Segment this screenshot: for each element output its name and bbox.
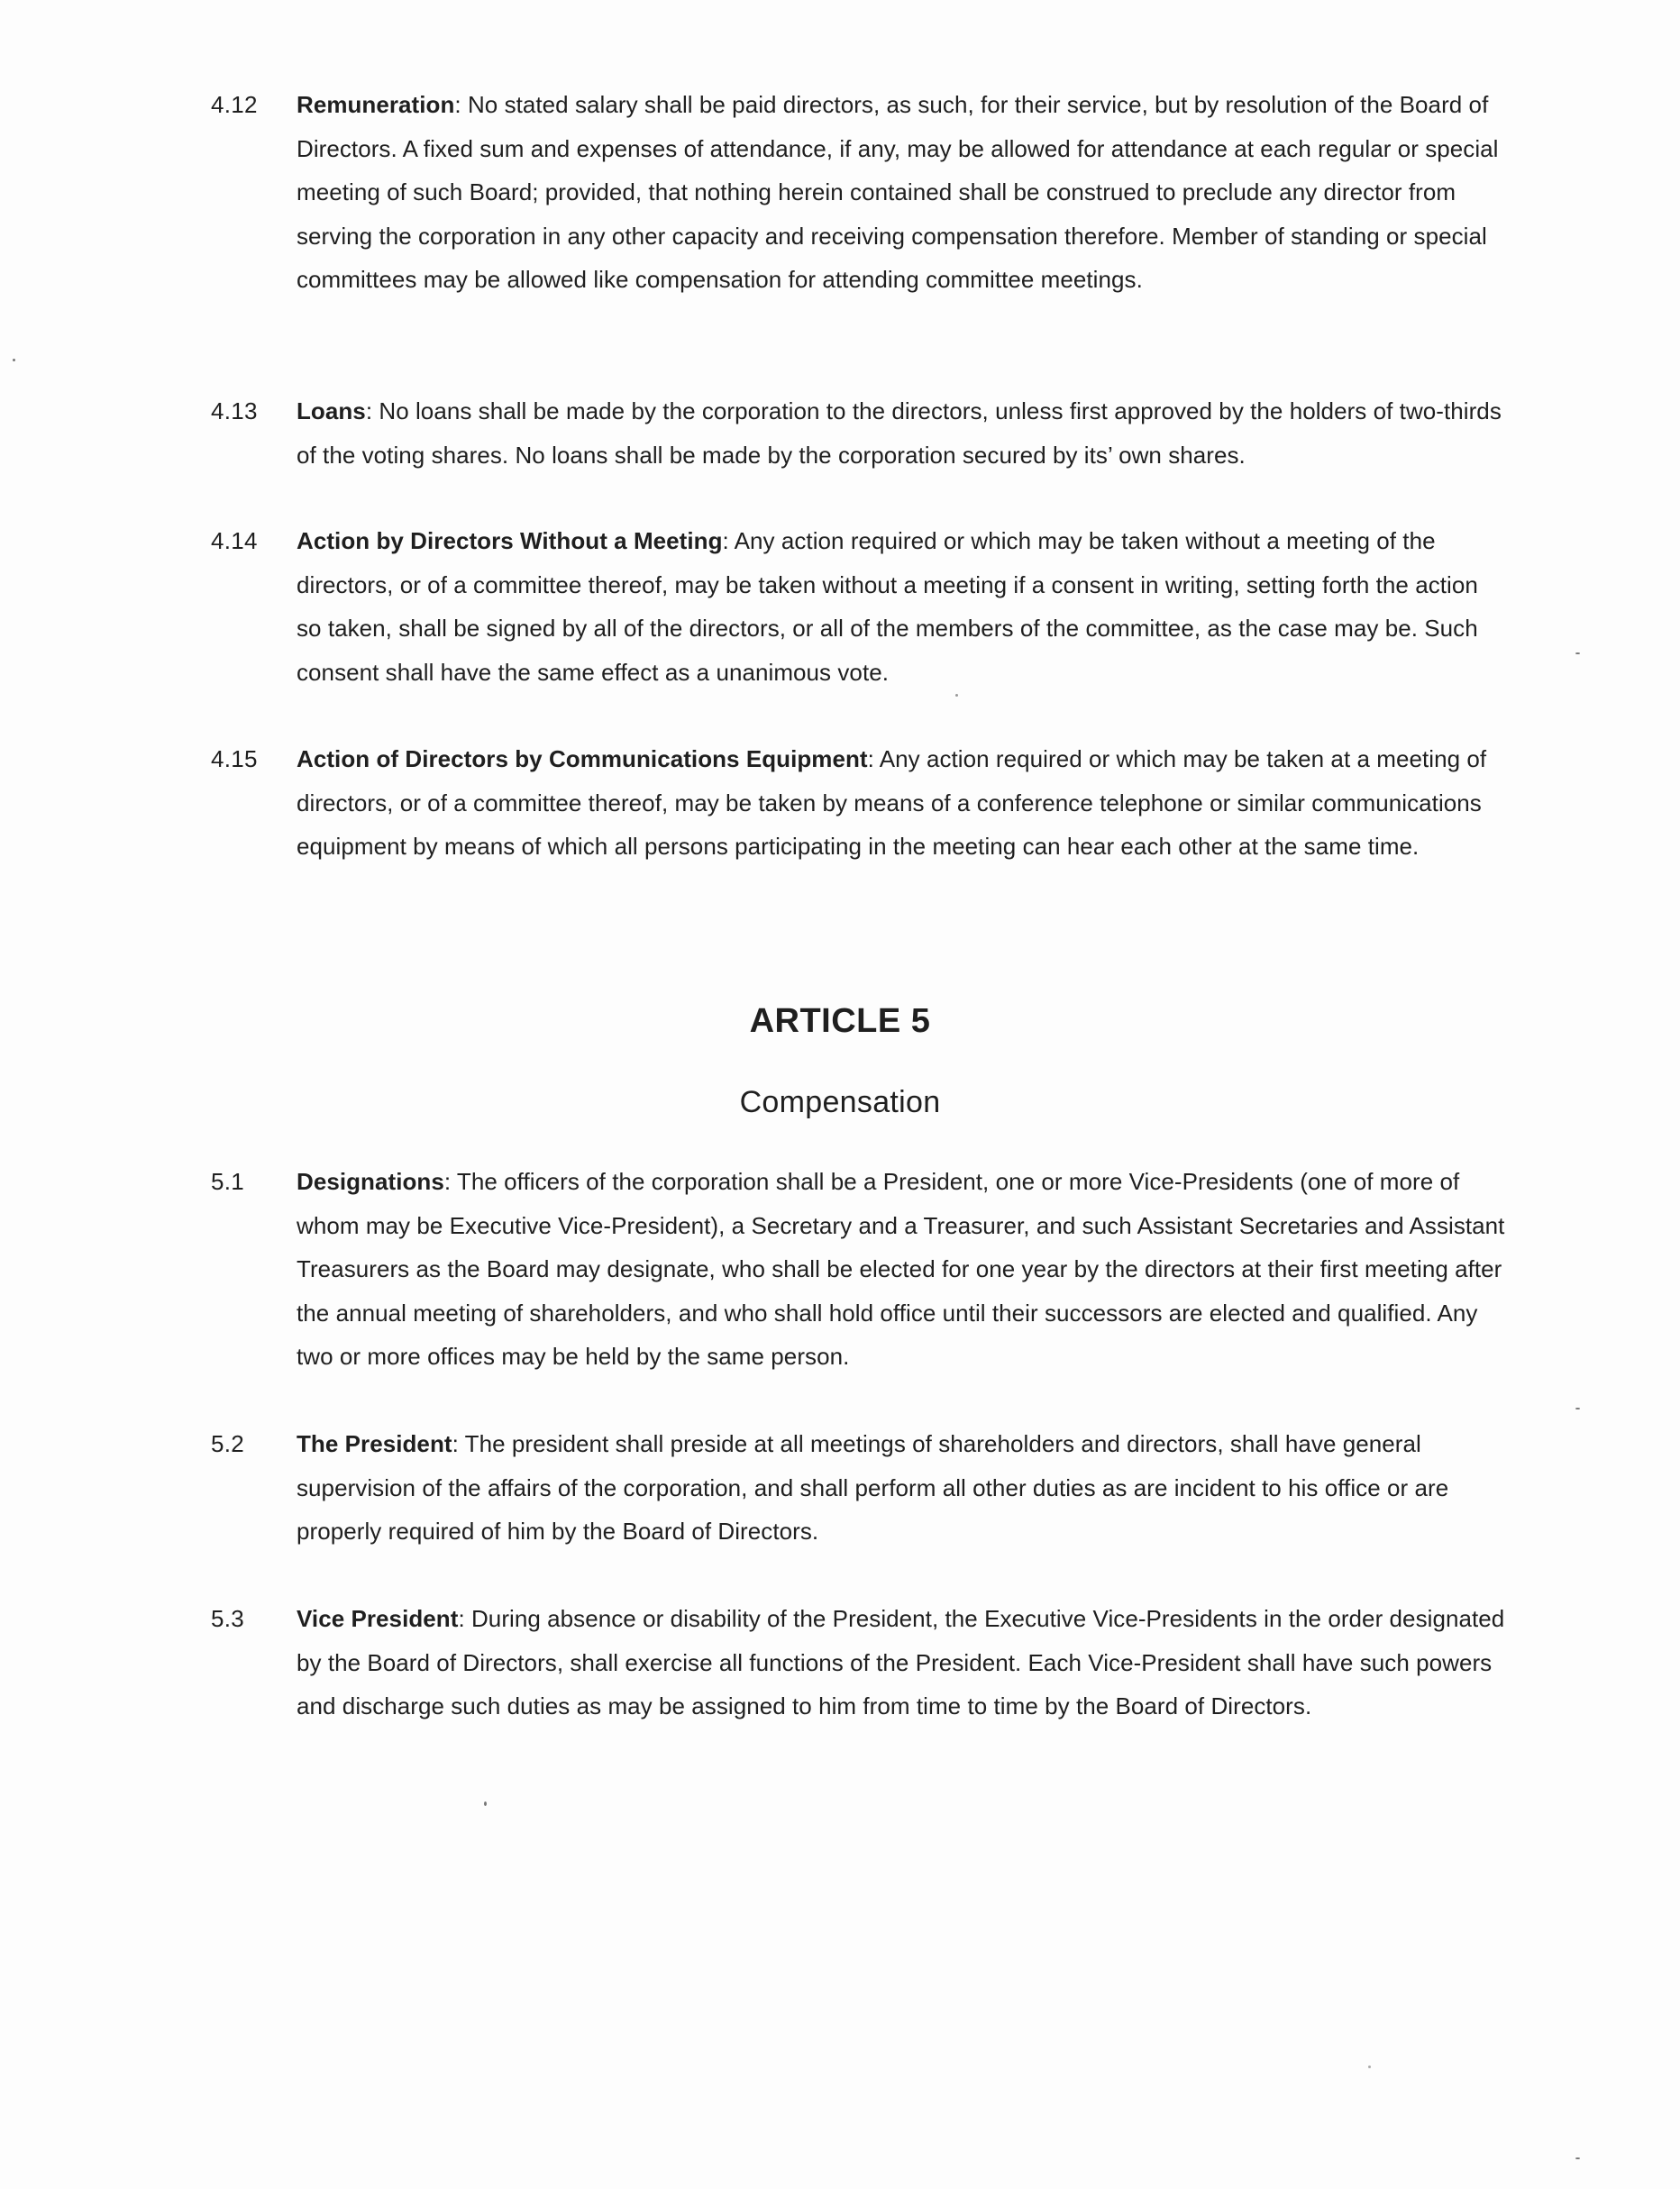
scan-speck <box>1575 2157 1580 2159</box>
section-title: Action of Directors by Communications Equipment <box>297 745 868 772</box>
section-title: The President <box>297 1430 452 1457</box>
section-title: Designations <box>297 1168 444 1195</box>
section-text: : No stated salary shall be paid directors, as such, for their service, but by resolution of the Board of Directors. A fixed sum and expenses of attendance, if any, may be allowed for attendance at each regular or special meeting of such Board; provided, that nothing herein contained shall be construed to preclude any director from serving the corporation in any other capacity and receiving compensation therefore. Member of standing or special committees may be allowed like compensation for attending committee meetings. <box>297 91 1499 293</box>
section-title: Remuneration <box>297 91 455 118</box>
scan-speck <box>1368 2066 1371 2068</box>
section-number: 5.3 <box>211 1605 245 1632</box>
section-number: 4.15 <box>211 745 258 772</box>
section-body <box>297 1160 1509 1379</box>
section-title: Loans <box>297 397 366 424</box>
article-heading: ARTICLE 5 <box>749 1002 931 1040</box>
section-text: : Any action required or which may be taken without a meeting of the directors, or of a committee thereof, may be taken without a meeting if a consent in writing, setting forth the action so taken, shall be signed by all of the directors, or all of the members of the committee, as the case may be. Such consent shall have the same effect as a unanimous vote. <box>297 527 1478 686</box>
section-text: : The officers of the corporation shall be a President, one or more Vice-Presidents (one of more of whom may be Executive Vice-President), a Secretary and a Treasurer, and such Assistant Secretaries and Assistant Treasurers as the Board may designate, who shall be elected for one year by the directors at their first meeting after the annual meeting of shareholders, and who shall hold office until their successors are elected and qualified. Any two or more offices may be held by the same person. <box>297 1168 1505 1370</box>
section-number: 4.13 <box>211 397 258 424</box>
section-text: : Any action required or which may be taken at a meeting of directors, or of a committee thereof, may be taken by means of a conference telephone or similar communications equipment by means of which all persons participating in the meeting can hear each other at the same time. <box>297 745 1487 860</box>
scan-speck <box>484 1801 487 1806</box>
section-text: : The president shall preside at all meetings of shareholders and directors, shall have general supervision of the affairs of the corporation, and shall perform all other duties as are incident to his office or are properly required of him by the Board of Directors. <box>297 1430 1449 1545</box>
article-subheading: Compensation <box>739 1085 941 1119</box>
section-number: 4.12 <box>211 91 258 118</box>
section-title: Vice President <box>297 1605 459 1632</box>
section-text: : During absence or disability of the President, the Executive Vice-Presidents in the order designated by the Board of Directors, shall exercise all functions of the President. Each Vice-President shall have such powers and discharge such duties as may be assigned to him from time to time by the Board of Directors. <box>297 1605 1505 1719</box>
scan-speck <box>13 359 15 361</box>
scan-speck <box>1575 652 1580 654</box>
section-body <box>297 83 1509 302</box>
section-body <box>297 737 1509 869</box>
section-number: 5.1 <box>211 1168 245 1195</box>
section-body <box>297 389 1509 477</box>
section-title: Action by Directors Without a Meeting <box>297 527 723 554</box>
scan-speck <box>1575 1408 1580 1409</box>
section-text: : No loans shall be made by the corporation to the directors, unless first approved by the holders of two-thirds of the voting shares. No loans shall be made by the corporation secured by its’ own shares. <box>297 397 1502 469</box>
section-body <box>297 519 1509 694</box>
section-body <box>297 1597 1509 1728</box>
section-number: 4.14 <box>211 527 258 554</box>
section-body <box>297 1422 1509 1554</box>
scan-speck <box>955 694 958 697</box>
section-number: 5.2 <box>211 1430 245 1457</box>
